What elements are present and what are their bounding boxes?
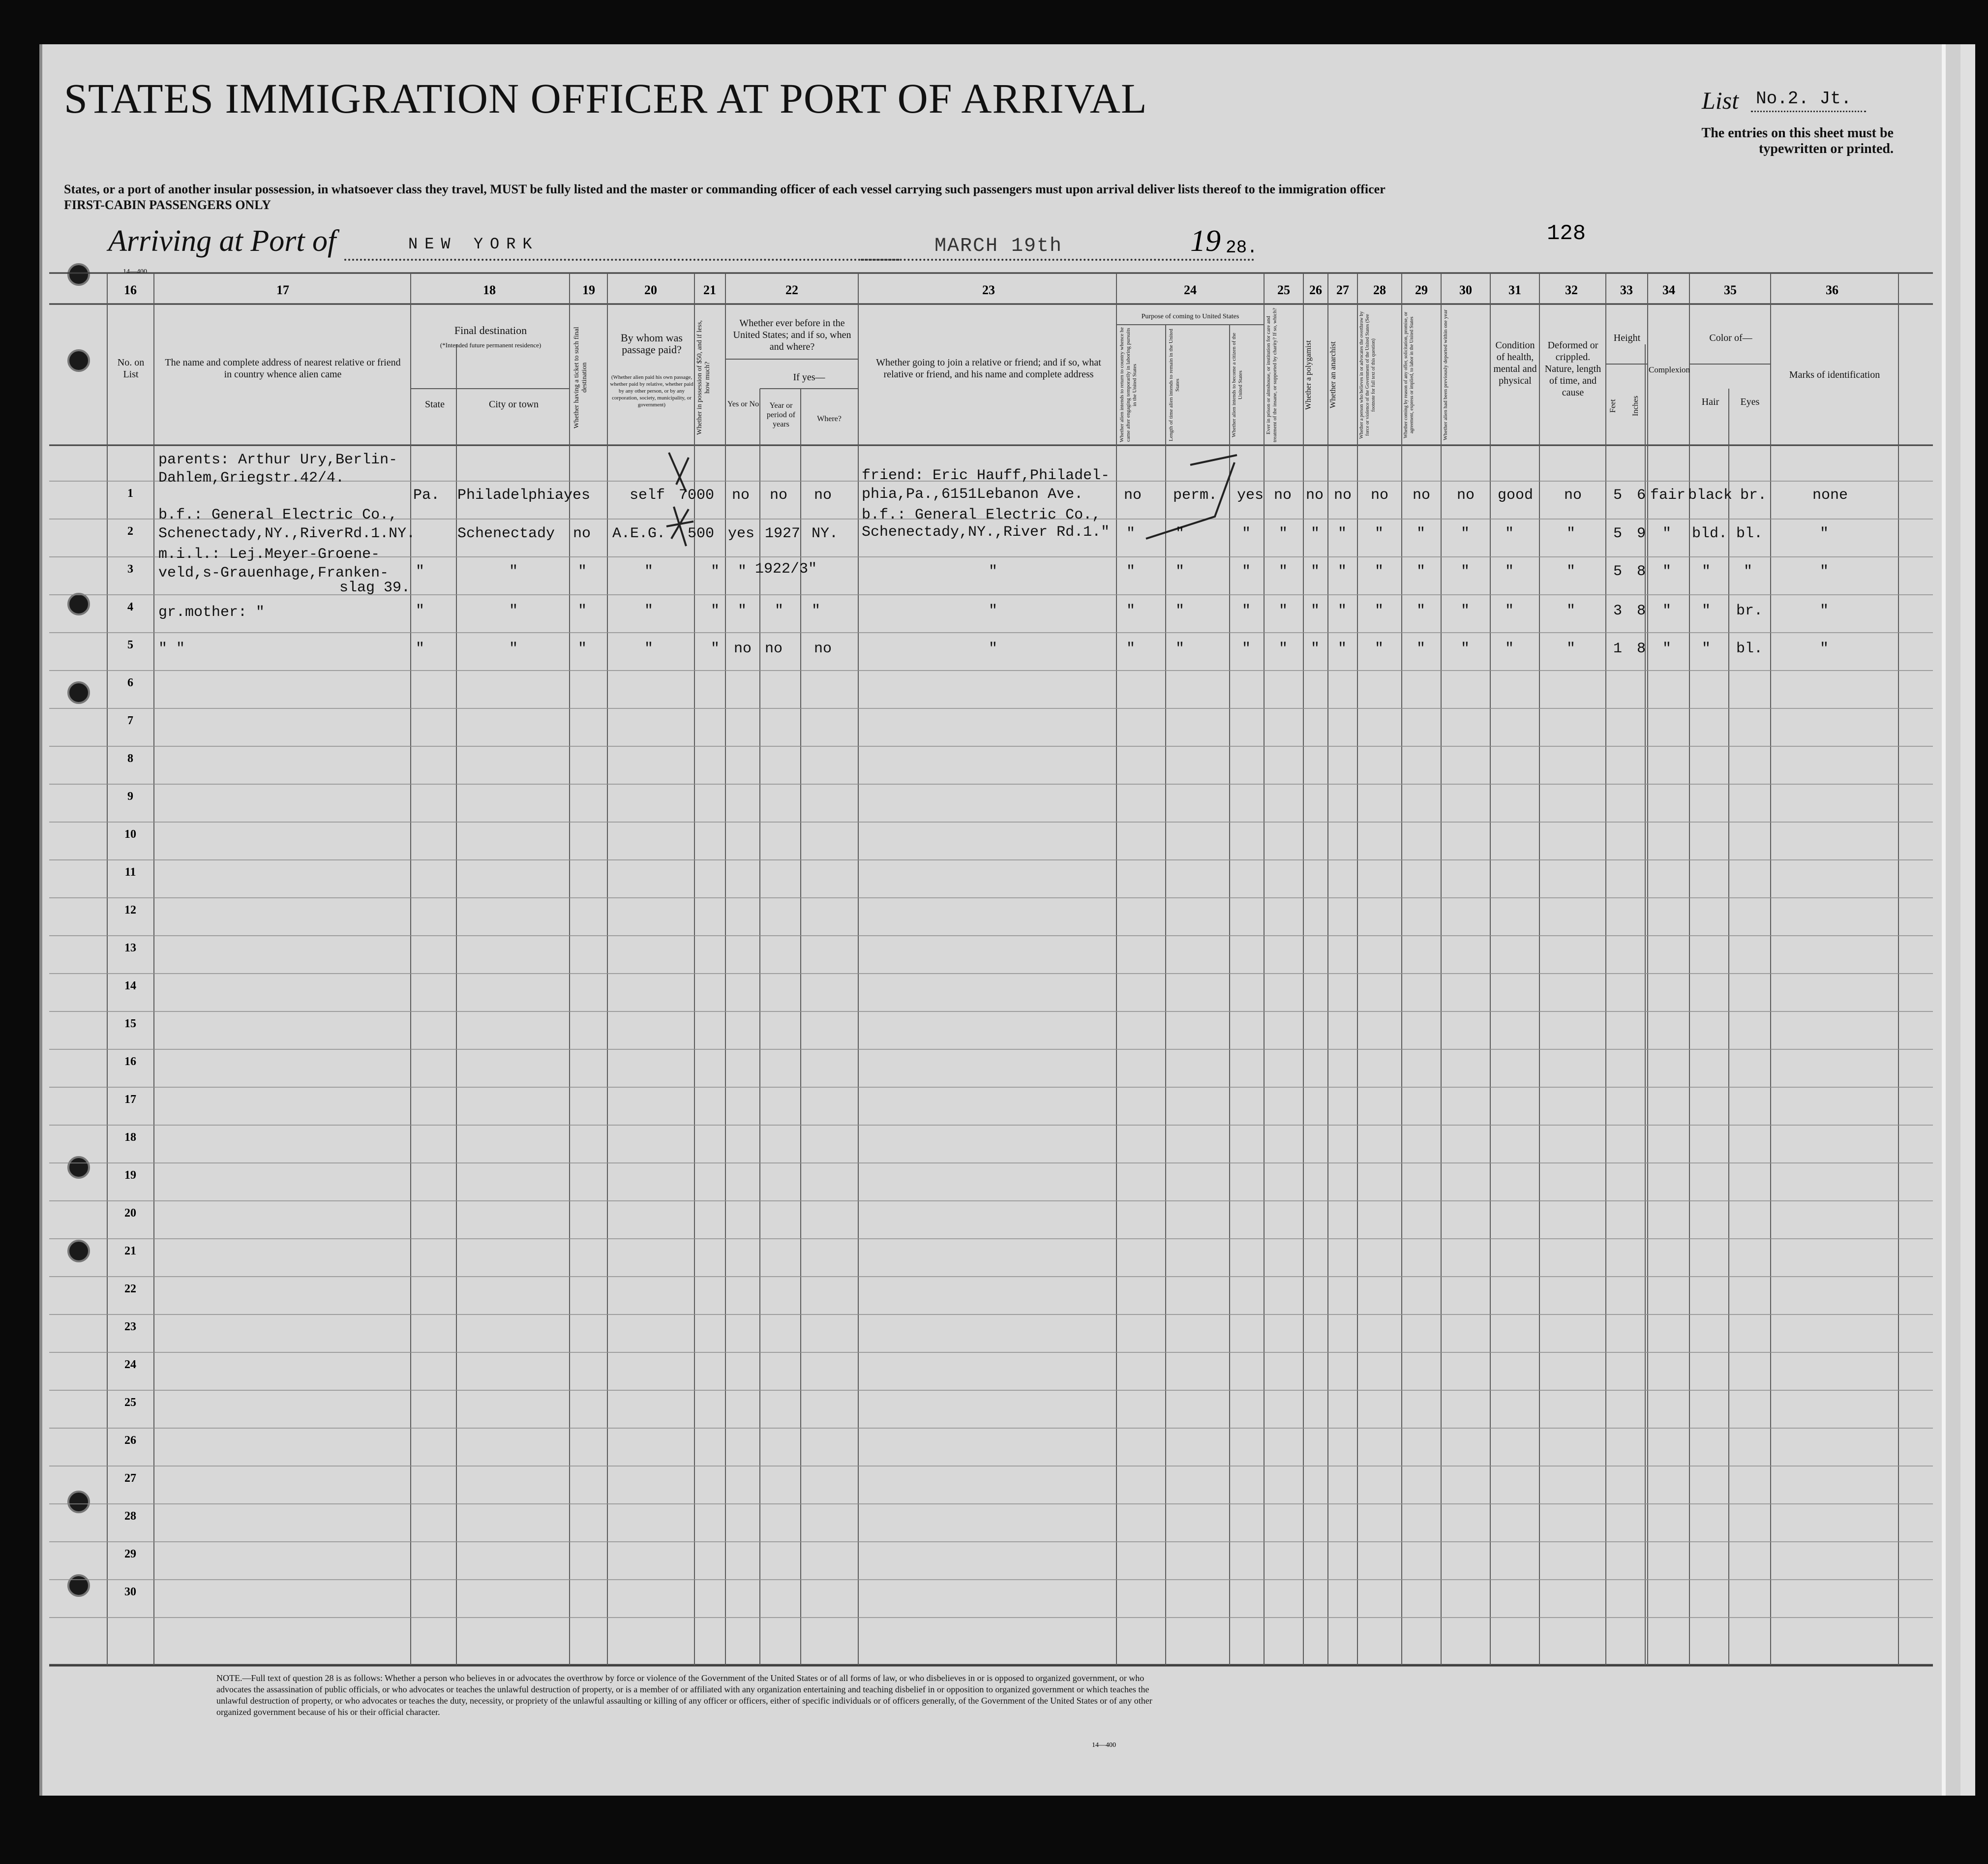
inches-cell: 9 (1637, 525, 1646, 542)
relative-cell: Dahlem,Griegstr.42/4. (158, 470, 345, 487)
row-number: 15 (124, 1017, 136, 1030)
list-label: List (1702, 87, 1739, 114)
column-number: 22 (785, 283, 798, 297)
relative-cell: b.f.: General Electric Co., (158, 507, 398, 523)
inches-cell: 8 (1637, 641, 1646, 657)
date-field: MARCH 19th (861, 235, 1254, 261)
row-number: 14 (124, 979, 136, 992)
column-number: 34 (1662, 283, 1675, 297)
column-number: 18 (483, 283, 496, 297)
header-contract: Whether coming by reason of any offer, solicitation, promise, or agreement, express or implied, to labor in the United States (1403, 311, 1415, 439)
complexion-cell: fair (1650, 487, 1686, 504)
deported-cell: no (1457, 487, 1475, 504)
prison-cell: no (1274, 487, 1292, 504)
column-number: 25 (1277, 283, 1290, 297)
where-cell: NY. (812, 525, 839, 542)
health-cell: " (1505, 525, 1514, 542)
hair-cell: " (1702, 641, 1711, 657)
header-marks: Marks of identification (1789, 369, 1880, 380)
deported-cell: " (1461, 641, 1470, 657)
year-cell: no (765, 641, 783, 657)
money-cell: " (711, 641, 720, 657)
paid-cell: A.E.G. (612, 525, 666, 542)
prison-cell: " (1279, 641, 1288, 657)
polygamist-cell: no (1306, 487, 1324, 504)
header-final-destination: Final destination (454, 324, 527, 336)
inches-cell: 6 (1637, 487, 1646, 504)
page-number: 128 (1547, 221, 1586, 246)
city-cell: Schenectady (457, 525, 555, 542)
where-cell: no (814, 641, 832, 657)
header-color-of: Color of— (1709, 333, 1752, 343)
join-cell: " (989, 603, 998, 619)
year-cell: 1927 (765, 525, 801, 542)
header-purpose-length: Length of time alien intends to remain in the United States (1168, 329, 1180, 441)
row-number: 9 (127, 790, 133, 803)
eyes-cell: " (1744, 563, 1753, 580)
money-cell: " (711, 563, 720, 580)
row-number: 27 (124, 1472, 136, 1485)
hair-cell: bld. (1692, 525, 1728, 542)
anarchist-cell: " (1338, 603, 1347, 619)
header-purpose: Purpose of coming to United States (1141, 313, 1239, 320)
header-purpose-return: Whether alien intends to return to country whence he came after engaging temporarily in laboring pursuits in the United States (1119, 327, 1138, 443)
relative-cell: m.i.l.: Lej.Meyer-Groene- (158, 546, 380, 563)
header-complexion: Complexion (1649, 365, 1690, 374)
join-cell: " (989, 641, 998, 657)
column-number: 30 (1459, 283, 1472, 297)
row-number: 18 (124, 1131, 136, 1144)
header-money: Whether in possession of $50, and if less, how much? (696, 320, 711, 435)
before-cell: no (732, 487, 750, 504)
row-number: 17 (124, 1093, 136, 1106)
column-number: 33 (1620, 283, 1633, 297)
paid-cell: " (644, 641, 654, 657)
list-number: No.2. Jt. (1751, 89, 1866, 112)
paid-cell: " (644, 563, 654, 580)
header-purpose-citizen: Whether alien intends to become a citizen of the United States (1231, 333, 1243, 437)
column-number: 19 (582, 283, 595, 297)
form-code: 14—400 (123, 268, 147, 275)
purpose-length-cell: " (1175, 563, 1185, 580)
hair-cell: " (1702, 603, 1711, 619)
city-cell: Philadelphiayes (457, 487, 591, 504)
purpose-citizen-cell: " (1242, 563, 1251, 580)
join-cell: Schenectady,NY.,River Rd.1." (862, 524, 1110, 541)
purpose-citizen-cell: " (1242, 603, 1251, 619)
eyes-cell: bl. (1736, 525, 1763, 542)
purpose-return-cell: " (1126, 563, 1136, 580)
column-number: 24 (1184, 283, 1197, 297)
entries-instruction: The entries on this sheet must be typewritten or printed. (1701, 125, 1894, 156)
state-cell: Pa. (413, 487, 440, 504)
purpose-length-cell: " (1175, 603, 1185, 619)
column-number: 23 (982, 283, 995, 297)
ticket-cell: " (578, 641, 587, 657)
relative-cell: parents: Arthur Ury,Berlin- (158, 452, 398, 468)
ticket-cell: " (578, 563, 587, 580)
row-number: 10 (124, 828, 136, 841)
header-before-us: Whether ever before in the United States; and if so, when and where? (733, 318, 851, 352)
overthrow-cell: " (1375, 563, 1384, 580)
city-cell: " (509, 641, 518, 657)
port-field: NEW YORK (344, 235, 900, 261)
before-cell: no (734, 641, 752, 657)
anarchist-cell: " (1338, 525, 1347, 542)
prison-cell: " (1279, 525, 1288, 542)
anarchist-cell: " (1338, 641, 1347, 657)
contract-cell: no (1413, 487, 1431, 504)
row-number: 21 (124, 1245, 136, 1257)
overthrow-cell: " (1375, 603, 1384, 619)
row-number: 25 (124, 1396, 136, 1409)
city-cell: " (509, 603, 518, 619)
relative-cell: Schenectady,NY.,RiverRd.1.NY. (158, 525, 416, 542)
column-number: 35 (1724, 283, 1737, 297)
header-prison: Ever in prison or almshouse, or institution for care and treatment of the insane, or supported by charity? If so, which? (1265, 307, 1278, 443)
health-cell: " (1505, 641, 1514, 657)
column-number: 21 (703, 283, 716, 297)
ticket-cell: no (573, 525, 591, 542)
column-number: 27 (1336, 283, 1349, 297)
arriving-label: Arriving at Port of (108, 224, 336, 258)
deformed-cell: " (1566, 641, 1576, 657)
feet-cell: 3 (1613, 603, 1623, 619)
row-number: 6 (127, 676, 133, 689)
prison-cell: " (1279, 603, 1288, 619)
city-cell: " (509, 563, 518, 580)
form-subtitle: States, or a port of another insular possession, in whatsoever class they travel, MUST be fully listed and the master or commanding officer of each vessel carrying such passengers must upon arrival deliver lists thereof to the immigration officer (64, 182, 1386, 196)
deported-cell: " (1461, 525, 1470, 542)
relative-cell: veld,s-Grauenhage,Franken- (158, 565, 389, 581)
header-where: Where? (817, 415, 842, 423)
relative-cell: slag 39. (339, 580, 411, 596)
column-number: 29 (1415, 283, 1428, 297)
overthrow-cell: " (1375, 641, 1384, 657)
prison-cell: " (1279, 563, 1288, 580)
header-hair: Hair (1701, 397, 1719, 407)
inches-cell: 8 (1637, 563, 1646, 580)
relative-cell: " " (158, 641, 185, 657)
header-nearest-relative: The name and complete address of nearest relative or friend in country whence alien came (165, 357, 401, 380)
eyes-cell: br. (1740, 487, 1767, 504)
deported-cell: " (1461, 603, 1470, 619)
health-cell: " (1505, 603, 1514, 619)
row-number: 4 (127, 601, 133, 613)
state-cell: " (416, 603, 425, 619)
marks-cell: none (1812, 487, 1848, 504)
row-number: 30 (124, 1586, 136, 1598)
header-state: State (425, 399, 445, 410)
header-city: City or town (488, 399, 539, 410)
join-cell: phia,Pa.,6151Lebanon Ave. (862, 486, 1084, 503)
relative-cell: gr.mother: " (158, 604, 265, 621)
row-number: 20 (124, 1207, 136, 1220)
purpose-citizen-cell: " (1242, 525, 1251, 542)
money-cell: 500 (688, 525, 715, 542)
row-number: 24 (124, 1358, 136, 1371)
join-cell: " (989, 563, 998, 580)
marks-cell: " (1820, 525, 1829, 542)
anarchist-cell: " (1338, 563, 1347, 580)
header-anarchist: Whether an anarchist (1329, 341, 1337, 409)
polygamist-cell: " (1311, 603, 1320, 619)
row-number: 26 (124, 1434, 136, 1447)
money-cell: 7000 (679, 487, 715, 504)
deformed-cell: no (1564, 487, 1582, 504)
header-final-destination-note: (*Intended future permanent residence) (440, 341, 542, 349)
complexion-cell: " (1662, 525, 1672, 542)
header-yes-no: Yes or No (727, 400, 759, 408)
column-number: 36 (1826, 283, 1838, 297)
feet-cell: 5 (1613, 525, 1623, 542)
hair-cell: black (1688, 487, 1733, 504)
header-ticket: Whether having a ticket to such final destination (573, 327, 588, 428)
purpose-return-cell: " (1126, 525, 1136, 542)
anarchist-cell: no (1334, 487, 1352, 504)
header-eyes: Eyes (1740, 397, 1760, 407)
health-cell: " (1505, 563, 1514, 580)
purpose-citizen-cell: " (1242, 641, 1251, 657)
deported-cell: " (1461, 563, 1470, 580)
header-passage-paid: By whom was passage paid? (621, 332, 683, 356)
header-join-relative: Whether going to join a relative or friend; and if so, what relative or friend, and his name and complete address (876, 357, 1101, 380)
row-number: 12 (124, 904, 136, 917)
overthrow-cell: no (1371, 487, 1389, 504)
polygamist-cell: " (1311, 641, 1320, 657)
row-number: 2 (127, 525, 133, 538)
footnote: NOTE.—Full text of question 28 is as follows: Whether a person who believes in or advocates the overthrow by force or violence of the Government of the United States or of all forms of law, or who disbelieves in or is opposed to organized government, or who advocates the assassination of public officials, or who advocates or teaches the unlawful destruction of property, or is a member of or affiliated with any organization entertaining and teaching disbelief in or opposition to organized government or which teaches the unlawful destruction of property, or who advocates or teaches the duty, necessity, or propriety of the unlawful assaulting or killing of any officer or officers, either of specific individuals or of officers generally, of the Government of the United States or of any other organized government because of his or their official character. (216, 1673, 1152, 1717)
row-number: 8 (127, 752, 133, 765)
join-cell: b.f.: General Electric Co., (862, 507, 1101, 523)
row-number: 13 (124, 942, 136, 954)
row-number: 19 (124, 1169, 136, 1182)
header-deformed: Deformed or crippled. Nature, length of time, and cause (1544, 340, 1601, 398)
complexion-cell: " (1662, 641, 1672, 657)
deformed-cell: " (1566, 563, 1576, 580)
column-number: 28 (1373, 283, 1386, 297)
row-number: 29 (124, 1548, 136, 1560)
footnote-code: 14—400 (1092, 1742, 1116, 1749)
paid-cell: " (644, 603, 654, 619)
header-deported: Whether alien had been previously deported within one year (1443, 309, 1448, 441)
before-cell: yes (728, 525, 755, 542)
feet-cell: 5 (1613, 563, 1623, 580)
column-number: 17 (276, 283, 289, 297)
overthrow-cell: " (1375, 525, 1384, 542)
state-cell: " (416, 641, 425, 657)
row-number: 3 (127, 563, 133, 576)
header-inches: Inches (1631, 396, 1640, 416)
before-cell: " (738, 603, 747, 619)
polygamist-cell: " (1311, 525, 1320, 542)
ticket-cell: " (578, 603, 587, 619)
row-number: 5 (127, 639, 133, 651)
purpose-citizen-cell: yes (1237, 487, 1264, 504)
year-cell: 1922/3" (755, 561, 817, 578)
purpose-return-cell: " (1126, 641, 1136, 657)
purpose-return-cell: " (1126, 603, 1136, 619)
row-number: 28 (124, 1510, 136, 1523)
contract-cell: " (1416, 563, 1426, 580)
row-number: 22 (124, 1283, 136, 1295)
year-suffix: 28. (1226, 238, 1258, 258)
contract-cell: " (1416, 603, 1426, 619)
health-cell: good (1498, 487, 1534, 504)
row-number: 16 (124, 1055, 136, 1068)
feet-cell: 5 (1613, 487, 1623, 504)
contract-cell: " (1416, 641, 1426, 657)
header-feet: Feet (1609, 399, 1617, 413)
state-cell: " (416, 563, 425, 580)
year-prefix: 19 (1190, 224, 1221, 258)
column-number: 16 (124, 283, 137, 297)
row-number: 11 (124, 866, 136, 879)
header-height: Height (1613, 333, 1641, 343)
where-cell: no (814, 487, 832, 504)
row-number: 1 (127, 487, 133, 500)
purpose-length-cell: " (1175, 525, 1185, 542)
hair-cell: " (1702, 563, 1711, 580)
marks-cell: " (1820, 603, 1829, 619)
polygamist-cell: " (1311, 563, 1320, 580)
header-no-on-list: No. on List (117, 357, 145, 380)
header-if-yes: If yes— (793, 372, 825, 383)
purpose-return-cell: no (1124, 487, 1142, 504)
column-number: 26 (1309, 283, 1322, 297)
deformed-cell: " (1566, 603, 1576, 619)
form-title: STATES IMMIGRATION OFFICER AT PORT OF ARRIVAL (64, 75, 1147, 122)
where-cell: " (812, 603, 821, 619)
join-cell: friend: Eric Hauff,Philadel- (862, 467, 1110, 484)
paid-cell: self (630, 487, 665, 504)
contract-cell: " (1416, 525, 1426, 542)
header-polygamist: Whether a polygamist (1304, 340, 1313, 410)
year-cell: " (775, 603, 784, 619)
marks-cell: " (1820, 641, 1829, 657)
feet-cell: 1 (1613, 641, 1623, 657)
header-health: Condition of health, mental and physical (1493, 340, 1537, 386)
column-number: 20 (644, 283, 657, 297)
deformed-cell: " (1566, 525, 1576, 542)
marks-cell: " (1820, 563, 1829, 580)
row-number: 7 (127, 714, 133, 727)
purpose-length-cell: perm. (1173, 487, 1218, 504)
row-number: 23 (124, 1320, 136, 1333)
before-cell: " (738, 563, 747, 580)
money-cell: " (711, 603, 720, 619)
eyes-cell: br. (1736, 603, 1763, 619)
header-passage-paid-note: (Whether alien paid his own passage, whether paid by relative, whether paid by any other person, or by any corporation, society, municipality, or government) (610, 374, 693, 408)
header-year-period: Year or period of years (766, 401, 796, 428)
eyes-cell: bl. (1736, 641, 1763, 657)
column-number: 31 (1508, 283, 1521, 297)
purpose-length-cell: " (1175, 641, 1185, 657)
passenger-class: FIRST-CABIN PASSENGERS ONLY (64, 198, 271, 212)
column-number: 32 (1565, 283, 1578, 297)
inches-cell: 8 (1637, 603, 1646, 619)
complexion-cell: " (1662, 563, 1672, 580)
year-cell: no (770, 487, 788, 504)
complexion-cell: " (1662, 603, 1672, 619)
header-overthrow: Whether a person who believes in or advocates the overthrow by force or violence of the Government of the United States (See footnote for full text of this question) (1359, 311, 1376, 439)
